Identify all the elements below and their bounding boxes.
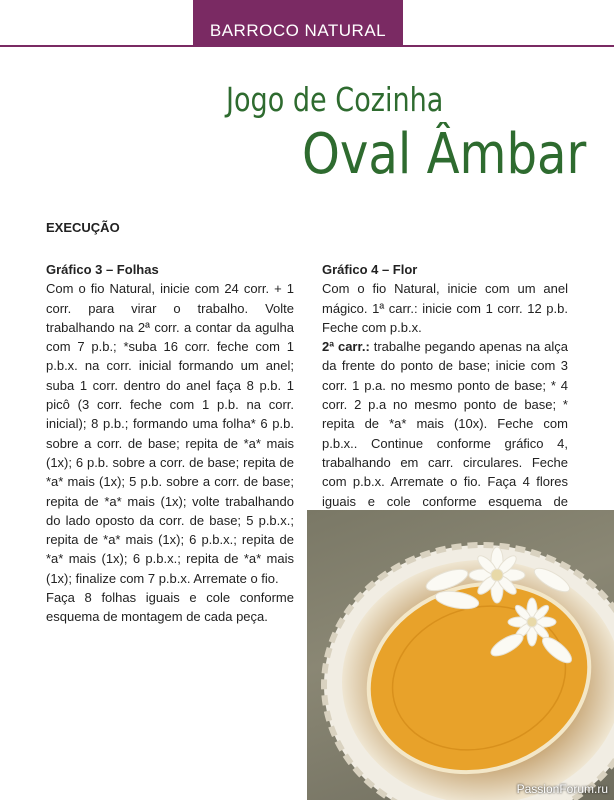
right-paragraph-2: [322, 337, 568, 530]
rug-photo: [307, 510, 614, 800]
right-column: [322, 260, 568, 530]
watermark: PassionForum.ru: [516, 782, 608, 796]
section-heading: EXECUÇÃO: [46, 220, 120, 235]
right-column-title: Gráfico 4 – Flor: [322, 262, 418, 277]
page-subtitle: Jogo de Cozinha: [226, 80, 444, 119]
section-label: BARROCO NATURAL: [209, 21, 387, 40]
page-title: Oval Âmbar: [302, 122, 587, 187]
right-paragraph-1: Com o fio Natural, inicie com um anel mágico. 1ª carr.: inicie com 1 corr. 12 p.b. Feche com p.b.x.: [322, 281, 568, 335]
left-paragraph-2: Faça 8 folhas iguais e cole conforme esquema de montagem de cada peça.: [46, 590, 294, 625]
crochet-rug-illustration: [307, 510, 614, 800]
right-paragraph-2-text: trabalhe pegando apenas na alça da frente do ponto de base; inicie com 3 corr. 1 p.a. no mesmo ponto de base; * 4 corr. 2 p.a no mesmo ponto de base; * repita de *a* mais (10x). Feche com p.b.x.. Continue conforme gráfico 4, trabalhando em carr. circulares. Feche com p.b.x. Arremate o fio. Faça 4 flores iguais e cole conforme esquema de: [322, 339, 568, 509]
left-paragraph-1: Com o fio Natural, inicie com 24 corr. + 1 corr. para virar o trabalho. Volte trabalhando na 2ª corr. a contar da agulha com 7 p.b.; *suba 16 corr. feche com 1 p.b.x. na corr. inicial formando um anel; suba 1 corr. dentro do anel faça 8 p.b. 1 picô (3 corr. feche com 1 p.b. na corr. inicial); 8 p.b.; formando uma folha* 6 p.b. sobre a corr. de base; repita de *a* mais (1x); 6 p.b. sobre a corr. de base; repita de *a* mais (1x); 5 p.b. sobre a corr. de base; repita de *a* mais (1x); volte trabalhando do lado oposto da corr. de base; 5 p.b.x.; repita de *a* mais (1x); 6 p.b.x.; repita de *a* mais (1x); 6 p.b.x.; repita de *a* mais (1x); finalize com 7 p.b.x. Arremate o fio.: [46, 281, 294, 586]
left-column-title: Gráfico 3 – Folhas: [46, 262, 159, 277]
row-label: 2ª carr.:: [322, 339, 370, 355]
section-banner: [193, 0, 403, 47]
left-column: [46, 260, 294, 627]
